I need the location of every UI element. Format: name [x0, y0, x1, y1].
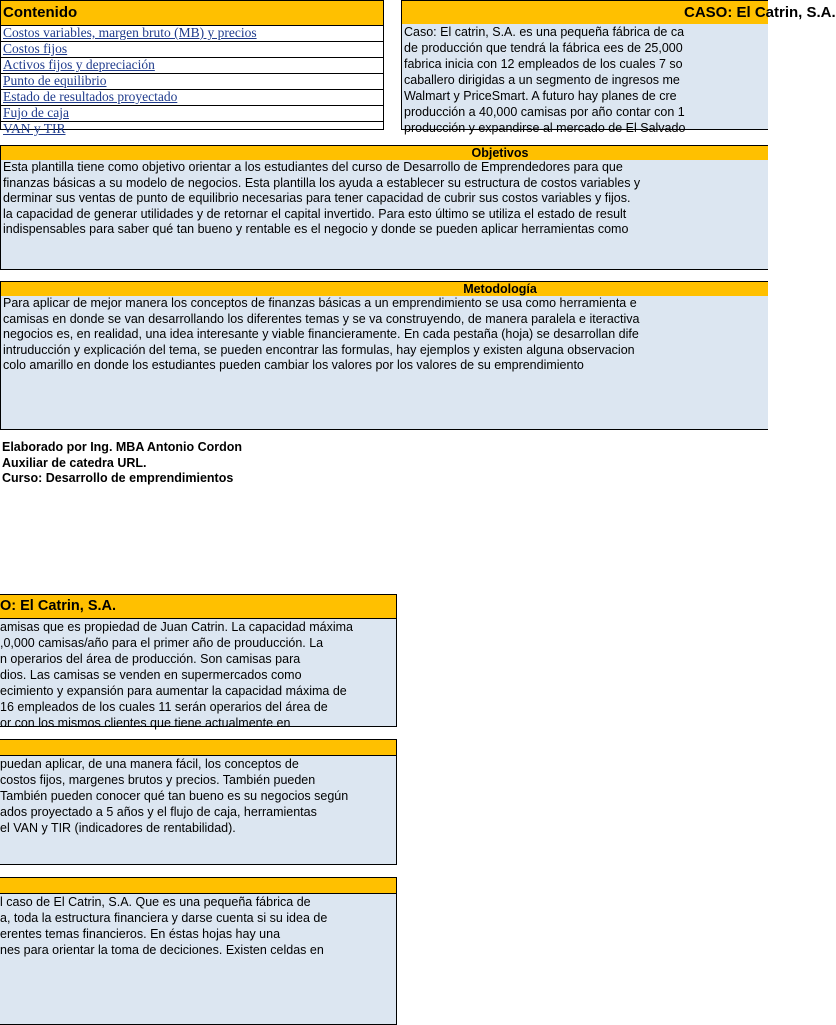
- methodology-line: intruducción y explicación del tema, se pueden encontrar las formulas, hay ejemplos y existen alguna observacion: [3, 342, 635, 357]
- contents-table: [0, 0, 384, 136]
- methodology-section: [0, 281, 768, 429]
- link-van-tir[interactable]: VAN y TIR: [3, 121, 66, 136]
- author-name: Elaborado por Ing. MBA Antonio Cordon: [2, 440, 243, 454]
- methodology-title-overflow: [0, 877, 397, 894]
- methodology-line: negocios es, en realidad, una idea interesante y viable financieramente. En cada pestaña (hoja) se desarrollan dife: [3, 327, 639, 341]
- objectives-body: [0, 160, 768, 270]
- case-line: n operarios del área de producción. Son camisas para: [0, 652, 301, 666]
- methodology-body-overflow: [0, 894, 397, 1025]
- objectives-line: ados proyectado a 5 años y el flujo de caja, herramientas: [0, 805, 317, 819]
- link-costos-variables[interactable]: Costos variables, margen bruto (MB) y precios: [1, 26, 383, 42]
- objectives-line: Esta plantilla tiene como objetivo orientar a los estudiantes del curso de Desarrollo de Emprendedores para que: [3, 160, 623, 174]
- case-line: de producción que tendrá la fábrica ees de 25,000: [404, 41, 683, 55]
- objectives-line: puedan aplicar, de una manera fácil, los conceptos de: [0, 757, 299, 771]
- link-costos-fijos[interactable]: Costos fijos: [1, 42, 383, 58]
- objectives-line: la capacidad de generar utilidades y de retornar el capital invertido. Para esto último se utiliza el estado de result: [3, 206, 627, 221]
- methodology-line: a, toda la estructura financiera y darse cuenta si su idea de: [0, 911, 328, 925]
- methodology-body: [0, 296, 768, 430]
- methodology-line: colo amarillo en donde los estudiantes pueden cambiar los valores por los valores de su emprendimiento: [3, 358, 584, 372]
- case-line: dios. Las camisas se venden en supermercados como: [0, 668, 302, 682]
- objectives-overflow: [0, 739, 397, 863]
- case-line: amisas que es propiedad de Juan Catrin. La capacidad máxima: [0, 620, 353, 634]
- case-line: Caso: El catrin, S.A. es una pequeña fábrica de ca: [404, 25, 685, 39]
- methodology-line: nes para orientar la toma de deciciones. Existen celdas en: [0, 943, 324, 957]
- objectives-body-overflow: [0, 756, 397, 865]
- case-line: 16 empleados de los cuales 11 serán operarios del área de: [0, 700, 328, 714]
- link-estado-resultados[interactable]: Estado de resultados proyectado: [1, 90, 383, 106]
- link-activos-fijos[interactable]: Activos fijos y depreciación: [1, 58, 383, 74]
- author-role: Auxiliar de catedra URL.: [2, 455, 147, 470]
- contents-title: Contenido: [1, 1, 383, 26]
- case-line: ,0,000 camisas/año para el primer año de prouducción. La: [0, 636, 324, 650]
- objectives-title-text: Objetivos: [471, 146, 529, 160]
- link-punto-equilibrio[interactable]: Punto de equilibrio: [1, 74, 383, 90]
- objectives-line: derminar sus ventas de punto de equilibrio necesarias para tener capacidad de cubrir sus costos variables y fijos.: [3, 191, 631, 205]
- case-panel: [401, 0, 836, 135]
- objectives-line: finanzas básicas a su modelo de negocios. Esta plantilla los ayuda a establecer su estructura de costos variables y: [3, 175, 641, 190]
- case-line: ecimiento y expansión para aumentar la capacidad máxima de: [0, 684, 347, 698]
- case-line: or con los mismos clientes que tiene actualmente en: [0, 716, 291, 730]
- link-flujo-caja[interactable]: Fujo de caja: [1, 106, 383, 122]
- methodology-line: l caso de El Catrin, S.A. Que es una pequeña fábrica de: [0, 895, 311, 909]
- case-title: CASO: El Catrin, S.A.: [401, 0, 768, 26]
- objectives-line: el VAN y TIR (indicadores de rentabilidad).: [0, 821, 236, 835]
- methodology-line: Para aplicar de mejor manera los conceptos de finanzas básicas a un emprendimiento se usa como herramienta e: [3, 296, 637, 310]
- case-panel-overflow: [0, 594, 397, 730]
- author-block: [2, 440, 242, 487]
- case-line: Walmart y PriceSmart. A futuro hay planes de cre: [404, 89, 677, 103]
- objectives-line: También pueden conocer qué tan bueno es su negocios según: [0, 789, 349, 803]
- case-title-overflow: O: El Catrin, S.A.: [0, 594, 397, 619]
- methodology-line: camisas en donde se van desarrollando los diferentes temas y se va construyendo, de manera paralela e iteractiva: [3, 311, 640, 326]
- methodology-overflow: [0, 877, 397, 1023]
- objectives-line: costos fijos, margenes brutos y precios. También pueden: [0, 773, 316, 787]
- case-line: producción y expandirse al mercado de El Salvado: [404, 121, 686, 135]
- author-course: Curso: Desarrollo de emprendimientos: [2, 471, 234, 485]
- case-line: fabrica inicia con 12 empleados de los cuales 7 so: [404, 57, 683, 71]
- case-line: caballero dirigidas a un segmento de ingresos me: [404, 73, 680, 87]
- objectives-section: [0, 145, 768, 269]
- methodology-title-text: Metodología: [463, 282, 537, 296]
- case-line: producción a 40,000 camisas por año contar con 1: [404, 105, 685, 119]
- case-body-overflow: [0, 619, 397, 730]
- methodology-line: erentes temas financieros. En éstas hojas hay una: [0, 927, 281, 941]
- case-body: [401, 24, 768, 135]
- objectives-title-overflow: [0, 739, 397, 756]
- objectives-line: indispensables para saber qué tan bueno y rentable es el negocio y donde se pueden aplicar herramientas como: [3, 222, 629, 236]
